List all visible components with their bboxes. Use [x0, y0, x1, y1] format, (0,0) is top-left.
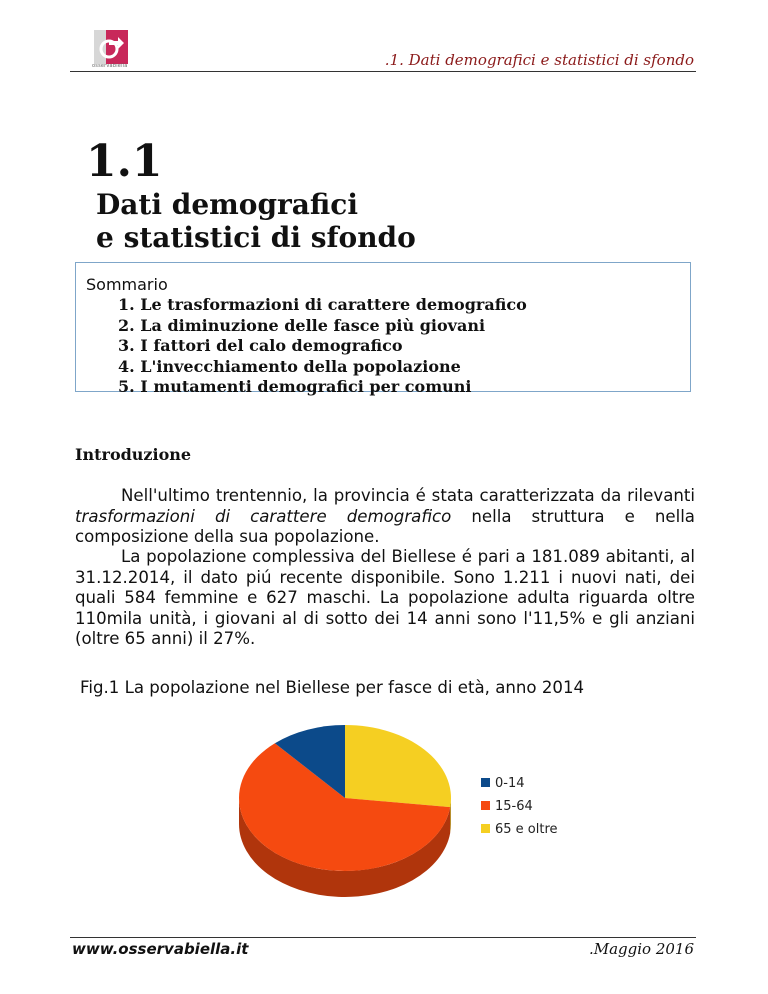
footer-site[interactable]: www.osservabiella.it [72, 940, 249, 958]
summary-box [75, 262, 691, 396]
osservabiella-logo [94, 30, 128, 64]
pie-slice-65-e-oltre [345, 725, 451, 807]
summary-item[interactable]: 5. I mutamenti demografici per comuni [118, 377, 472, 396]
intro-p1-before: Nell'ultimo trentennio, la provincia é stata caratterizzata da rilevanti [121, 486, 695, 505]
summary-item[interactable]: 2. La diminuzione delle fasce più giovani [118, 315, 486, 335]
legend-label-0-14: 0-14 [495, 776, 525, 791]
legend-swatch-65-e-oltre [481, 824, 490, 833]
header-title: .1. Dati demografici e statistici di sfondo [384, 51, 694, 69]
section-number: 1.1 [86, 136, 163, 187]
legend-label-65-e-oltre: 65 e oltre [495, 822, 558, 837]
summary-item[interactable]: 3. I fattori del calo demografico [118, 336, 403, 355]
summary-item[interactable]: 4. L'invecchiamento della popolazione [118, 356, 461, 376]
intro-p2-text: La popolazione complessiva del Biellese é pari a 181.089 abitanti, al 31.12.2014, il dato piú recente disponibile. Sono 1.211 i nuovi nati, dei quali 584 femmine e 627 maschi. La popolazione adulta riguarda oltre 110mila unità, i giovani al di sotto dei 14 anni sono l'11,5% e gli anziani (oltre 65 anni) il 27%. [75, 547, 695, 648]
header-divider [70, 71, 696, 72]
intro-heading: Introduzione [75, 445, 192, 464]
intro-paragraph-2 [75, 547, 695, 650]
legend-swatch-0-14 [481, 778, 490, 787]
intro-p1-italic: trasformazioni di carattere demografico [75, 506, 452, 526]
footer-divider [70, 937, 696, 938]
figure-caption: Fig.1 La popolazione nel Biellese per fasce di età, anno 2014 [80, 678, 585, 697]
intro-p1-after: nella struttura e nella composizione della sua popolazione. [75, 506, 695, 546]
logo-text: osservabiella [92, 63, 128, 69]
summary-heading: Sommario [86, 275, 168, 294]
section-title-line2: e statistici di sfondo [96, 221, 416, 254]
summary-list [86, 295, 690, 398]
section-title [96, 188, 596, 254]
pie-chart [230, 718, 570, 918]
legend-swatch-15-64 [481, 801, 490, 810]
intro-paragraph-1 [75, 486, 695, 548]
summary-item[interactable]: 1. Le trasformazioni di carattere demografico [118, 295, 527, 314]
section-title-line1: Dati demografici [96, 188, 358, 221]
footer-date: .Maggio 2016 [588, 940, 694, 958]
legend-label-15-64: 15-64 [495, 799, 533, 814]
